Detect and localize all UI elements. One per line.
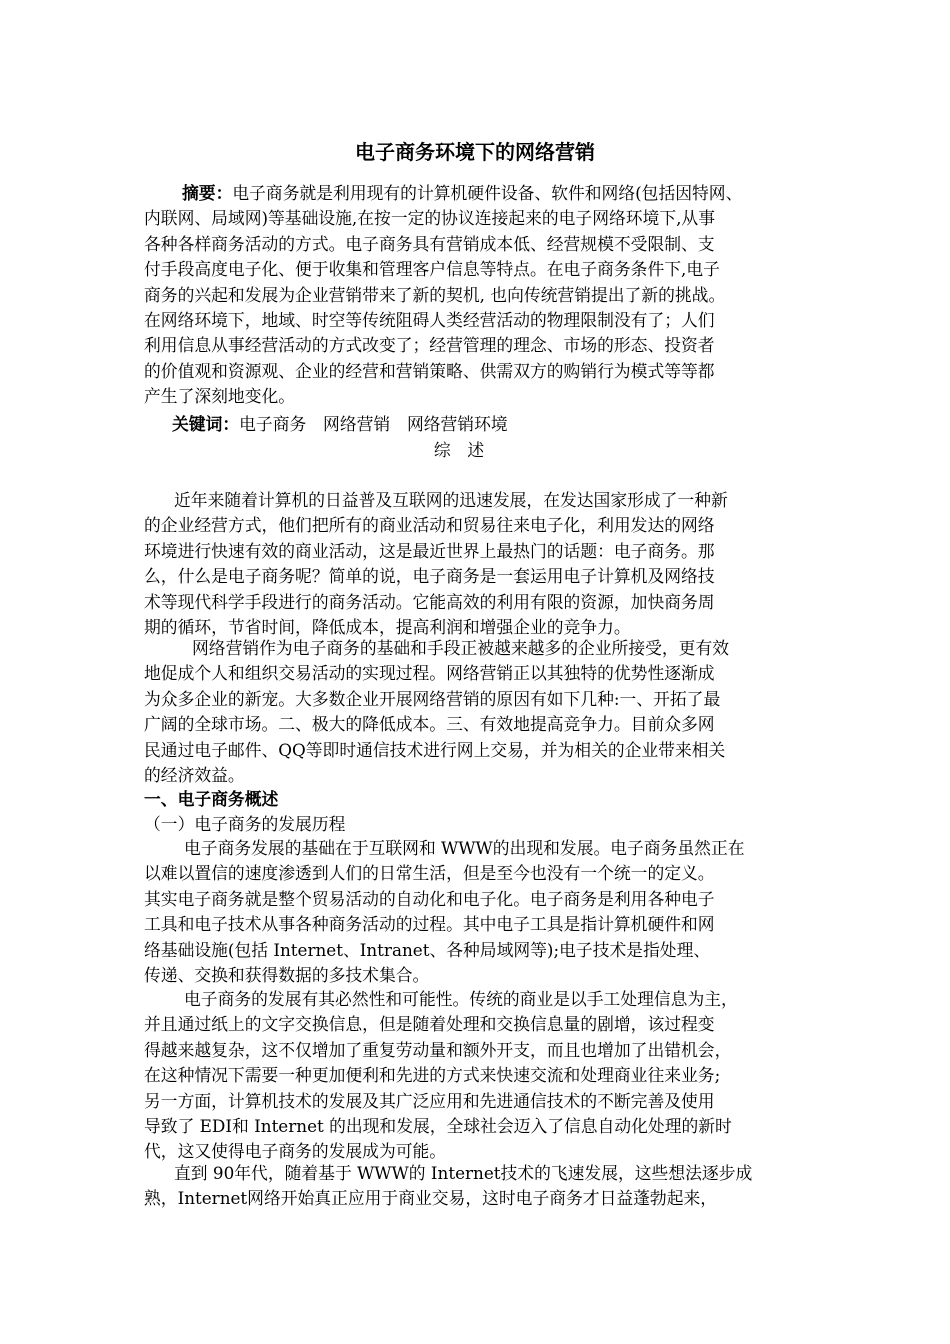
abstract-line: 各种各样商务活动的方式。电子商务具有营销成本低、经营规模不受限制、支 — [144, 233, 715, 254]
paragraph-line: 工具和电子技术从事各种商务活动的过程。其中电子工具是指计算机硬件和网 — [144, 914, 715, 935]
abstract-label: 摘要： — [182, 183, 233, 203]
paragraph-line: 传递、交换和获得数据的多技术集合。 — [144, 964, 430, 985]
abstract-line: 商务的兴起和发展为企业营销带来了新的契机, 也向传统营销提出了新的挑战。 — [144, 284, 726, 305]
paragraph-line: 地促成个人和组织交易活动的实现过程。网络营销正以其独特的优势性逐渐成 — [144, 663, 715, 684]
paragraph-line: 络基础设施(包括 Internet、Intranet、各种局域网等);电子技术是指处理、 — [144, 939, 711, 960]
paragraph-line: 熟，Internet网络开始真正应用于商业交易，这时电子商务才日益蓬勃起来， — [144, 1188, 718, 1209]
paragraph-line: 么，什么是电子商务呢？简单的说，电子商务是一套运用电子计算机及网络技 — [144, 566, 715, 587]
abstract-block — [144, 181, 834, 410]
paragraph-line: 的企业经营方式，他们把所有的商业活动和贸易往来电子化，利用发达的网络 — [144, 515, 715, 536]
paragraph-line: 得越来越复杂，这不仅增加了重复劳动量和额外开支，而且也增加了出错机会， — [144, 1039, 732, 1060]
section-1-paragraph-1 — [144, 836, 834, 988]
section-heading: 一、电子商务概述 — [144, 789, 279, 809]
keywords-line — [144, 412, 834, 437]
paragraph-line: 并且通过纸上的文字交换信息，但是随着处理和交换信息量的剧增，该过程变 — [144, 1014, 715, 1035]
paragraph-line: 民通过电子邮件、QQ等即时通信技术进行网上交易，并为相关的企业带来相关 — [144, 739, 726, 760]
overview-paragraph-1 — [144, 488, 834, 640]
section-1-heading-block — [144, 787, 834, 812]
paragraph-line: 代，这又使得电子商务的发展成为可能。 — [144, 1141, 447, 1162]
section-1-paragraph-2 — [144, 987, 834, 1165]
paragraph-line: 导致了 EDI和 Internet 的出现和发展，全球社会迈入了信息自动化处理的新时 — [144, 1115, 732, 1136]
paragraph-line: 近年来随着计算机的日益普及互联网的迅速发展，在发达国家形成了一种新 — [174, 490, 728, 510]
keywords-text: 电子商务 网络营销 网络营销环境 — [239, 414, 508, 434]
abstract-line: 摘要：电子商务就是利用现有的计算机硬件设备、软件和网络(包括因特网、 — [182, 183, 743, 203]
subsection-1-heading-block — [144, 812, 834, 837]
subsection-heading: （一）电子商务的发展历程 — [144, 814, 346, 834]
paragraph-line: 直到 90年代，随着基于 WWW的 Internet技术的飞速发展，这些想法逐步成 — [174, 1163, 753, 1183]
paragraph-line: 其实电子商务就是整个贸易活动的自动化和电子化。电子商务是利用各种电子 — [144, 888, 715, 909]
paragraph-line: 期的循环，节省时间，降低成本，提高利润和增强企业的竞争力。 — [144, 616, 631, 637]
keywords-label: 关键词： — [172, 414, 240, 434]
paragraph-line: 电子商务发展的基础在于互联网和 WWW的出现和发展。电子商务虽然正在 — [184, 838, 745, 858]
paragraph-line: 术等现代科学手段进行的商务活动。它能高效的利用有限的资源，加快商务周 — [144, 591, 715, 612]
overview-heading-block — [144, 438, 774, 463]
abstract-line: 在网络环境下，地域、时空等传统阻碍人类经营活动的物理限制没有了；人们 — [144, 309, 715, 330]
keywords-block — [144, 412, 834, 437]
paragraph-line: 电子商务的发展有其必然性和可能性。传统的商业是以手工处理信息为主， — [184, 989, 738, 1009]
paragraph-line: 在这种情况下需要一种更加便利和先进的方式来快速交流和处理商业往来业务; — [144, 1065, 721, 1086]
overview-heading: 综 述 — [433, 440, 485, 460]
document-title: 电子商务环境下的网络营销 — [355, 140, 595, 164]
abstract-line: 付手段高度电子化、便于收集和管理客户信息等特点。在电子商务条件下,电子 — [144, 259, 720, 280]
section-1-paragraph-3 — [144, 1161, 834, 1212]
abstract-line: 利用信息从事经营活动的方式改变了；经营管理的理念、市场的形态、投资者 — [144, 335, 715, 356]
paragraph-line: 为众多企业的新宠。大多数企业开展网络营销的原因有如下几种:一、开拓了最 — [144, 688, 721, 709]
abstract-line: 产生了深刻地变化。 — [144, 386, 296, 407]
paragraph-line: 以难以置信的速度渗透到人们的日常生活，但是至今也没有一个统一的定义。 — [144, 863, 715, 884]
paragraph-line: 网络营销作为电子商务的基础和手段正被越来越多的企业所接受，更有效 — [192, 638, 730, 658]
paragraph-line: 环境进行快速有效的商业活动，这是最近世界上最热门的话题：电子商务。那 — [144, 540, 715, 561]
overview-paragraph-2 — [144, 636, 834, 788]
paragraph-line: 广阔的全球市场。二、极大的降低成本。三、有效地提高竞争力。目前众多网 — [144, 714, 715, 735]
abstract-line: 的价值观和资源观、企业的经营和营销策略、供需双方的购销行为模式等等都 — [144, 360, 715, 381]
paragraph-line: 的经济效益。 — [144, 764, 245, 785]
abstract-line: 内联网、局域网)等基础设施,在按一定的协议连接起来的电子网络环境下,从事 — [144, 208, 715, 229]
paragraph-line: 另一方面，计算机技术的发展及其广泛应用和先进通信技术的不断完善及使用 — [144, 1090, 715, 1111]
